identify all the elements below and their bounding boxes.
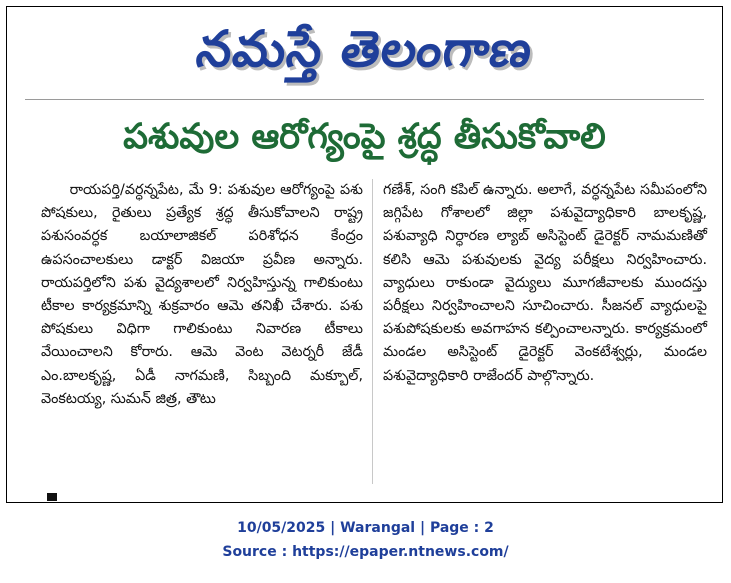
newspaper-clipping <box>6 6 723 503</box>
masthead-title: నమస్తే తెలంగాణ <box>192 20 537 78</box>
footer-date-edition: 10/05/2025 | Warangal | Page : 2 <box>237 520 494 536</box>
article-column-left: రాయపర్తి/వర్ధన్నపేట, మే 9: పశువుల ఆరోగ్యంపై పశు పోషకులు, రైతులు ప్రత్యేక శ్రద్ధ తీసుకోవాలని రాష్ట్ర పశుసంవర్ధక బయాలాజికల్ పరిశోధన కేంద్రం ఉపసంచాలకులు డాక్టర్ విజయా ప్రవీణ అన్నారు. రాయపర్తిలోని పశు వైద్యశాలలో నిర్వహిస్తున్న గాలికుంటు టీకాల కార్యక్రమాన్ని శుక్రవారం ఆమె తనిఖీ చేశారు. పశు పోషకులు విధిగా గాలికుంటు నివారణ టీకాలు వేయించాలని కోరారు. ఆమె వెంట వెటర్నరీ జేడీ ఎం.బాలకృష్ణ, ఏడీ నాగమణి, సిబ్బంది మక్బూల్, వెంకటయ్య, సుమన్ జిత్ర, తౌటు <box>41 182 363 407</box>
footer-source: Source : https://epaper.ntnews.com/ <box>222 544 509 560</box>
column-divider <box>372 179 373 484</box>
masthead-divider <box>25 99 704 100</box>
article-column-right: గణేశ్, సంగి కపిల్ ఉన్నారు. అలాగే, వర్ధన్నపేట సమీపంలోని జగ్గిపేట గోశాలలో జిల్లా పశువైద్యాధికారి బాలకృష్ణ, పశువ్యాధి నిర్ధారణ ల్యాబ్ అసిస్టెంట్ డైరెక్టర్ నామమణితో కలిసి ఆమె పశువులకు వైద్య పరీక్షలు నిర్వహించారు. వ్యాధులు రాకుండా వైద్యులు మూగజీవాలకు ముందస్తు పరీక్షలు నిర్వహించాలని సూచించారు. సీజనల్ వ్యాధులపై పశుపోషకులకు అవగాహన కల్పించాలన్నారు. కార్యక్రమంలో మండల అసిస్టెంట్ డైరెక్టర్ వెంకటేశ్వర్లు, మండల పశువైద్యాధికారి రాజేందర్ పాల్గొన్నారు. <box>383 182 707 384</box>
article-headline: పశువుల ఆరోగ్యంపై శ్రద్ధ తీసుకోవాలి <box>123 117 606 157</box>
cut-off-mark <box>47 493 57 501</box>
masthead <box>7 11 722 91</box>
